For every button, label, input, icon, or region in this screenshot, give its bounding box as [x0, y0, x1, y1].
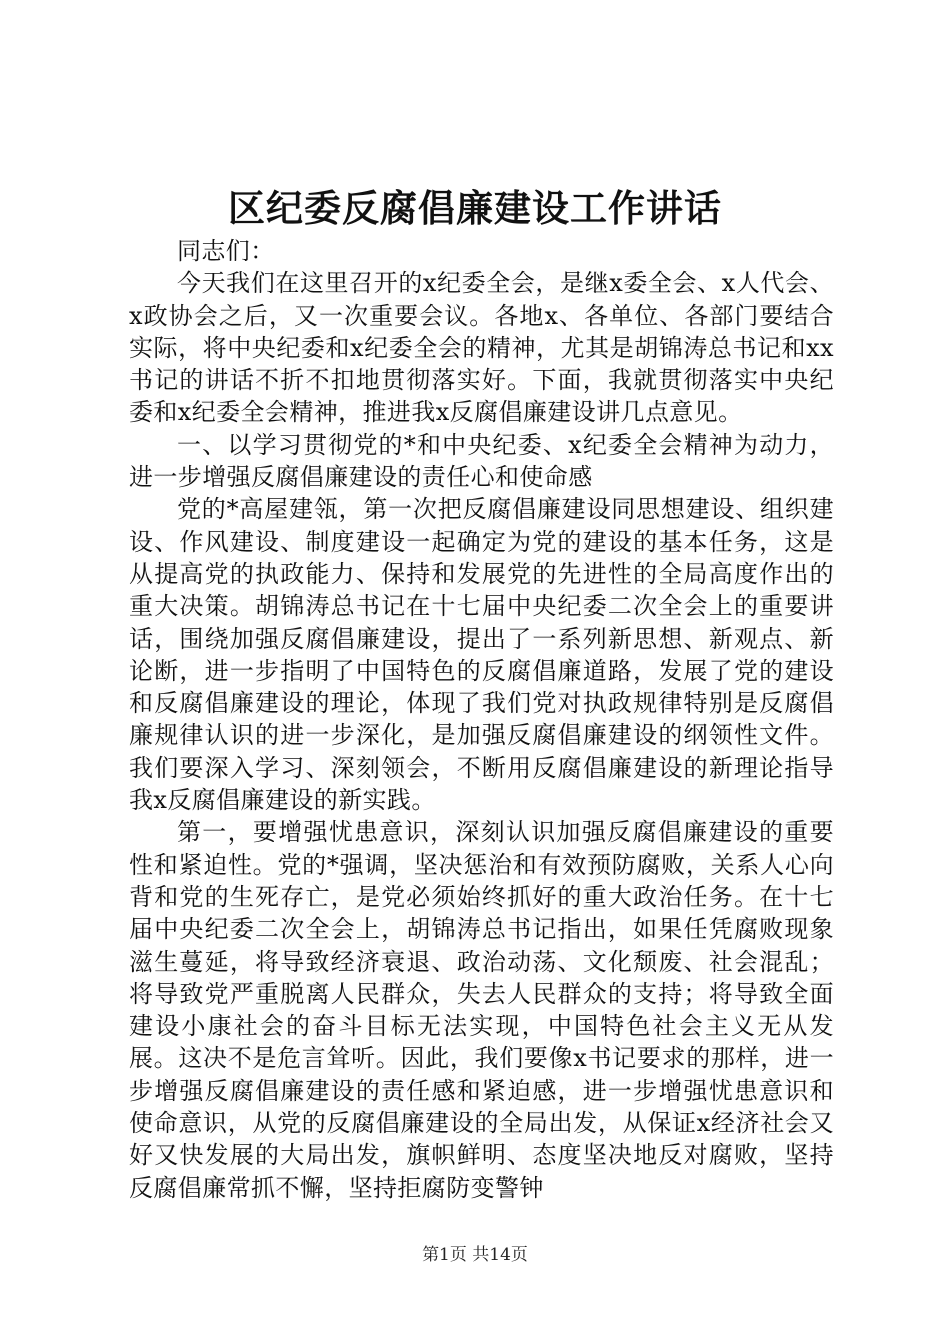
document-body	[129, 235, 834, 1204]
section-heading-1: 一、以学习贯彻党的*和中央纪委、x纪委全会精神为动力，进一步增强反腐倡廉建设的责任心和使命感	[129, 430, 834, 492]
paragraph-2: 党的*高屋建瓴，第一次把反腐倡廉建设同思想建设、组织建设、作风建设、制度建设一起确定为党的建设的基本任务，这是从提高党的执政能力、保持和发展党的先进性的全局高度作出的重大决策。胡锦涛总书记在十七届中央纪委二次全会上的重要讲话，围绕加强反腐倡廉建设，提出了一系列新思想、新观点、新论断，进一步指明了中国特色的反腐倡廉道路，发展了党的建设和反腐倡廉建设的理论，体现了我们党对执政规律特别是反腐倡廉规律认识的进一步深化，是加强反腐倡廉建设的纲领性文件。我们要深入学习、深刻领会，不断用反腐倡廉建设的新理论指导我x反腐倡廉建设的新实践。	[129, 495, 834, 815]
salutation: 同志们：	[177, 237, 275, 265]
document-title: 区纪委反腐倡廉建设工作讲话	[228, 186, 722, 230]
page-footer: 第1页 共14页	[422, 1245, 528, 1265]
paragraph-3: 第一，要增强忧患意识，深刻认识加强反腐倡廉建设的重要性和紧迫性。党的*强调，坚决惩治和有效预防腐败，关系人心向背和党的生死存亡，是党必须始终抓好的重大政治任务。在十七届中央纪委二次全会上，胡锦涛总书记指出，如果任凭腐败现象滋生蔓延，将导致经济衰退、政治动荡、文化颓废、社会混乱；将导致党严重脱离人民群众，失去人民群众的支持；将导致全面建设小康社会的奋斗目标无法实现，中国特色社会主义无从发展。这决不是危言耸听。因此，我们要像x书记要求的那样，进一步增强反腐倡廉建设的责任感和紧迫感，进一步增强忧患意识和使命意识，从党的反腐倡廉建设的全局出发，从保证x经济社会又好又快发展的大局出发，旗帜鲜明、态度坚决地反对腐败，坚持反腐倡廉常抓不懈，坚持拒腐防变警钟	[129, 818, 834, 1202]
paragraph-intro: 今天我们在这里召开的x纪委全会，是继x委全会、x人代会、x政协会之后，又一次重要会议。各地x、各单位、各部门要结合实际，将中央纪委和x纪委全会的精神，尤其是胡锦涛总书记和xx书记的讲话不折不扣地贯彻落实好。下面，我就贯彻落实中央纪委和x纪委全会精神，推进我x反腐倡廉建设讲几点意见。	[129, 269, 834, 427]
